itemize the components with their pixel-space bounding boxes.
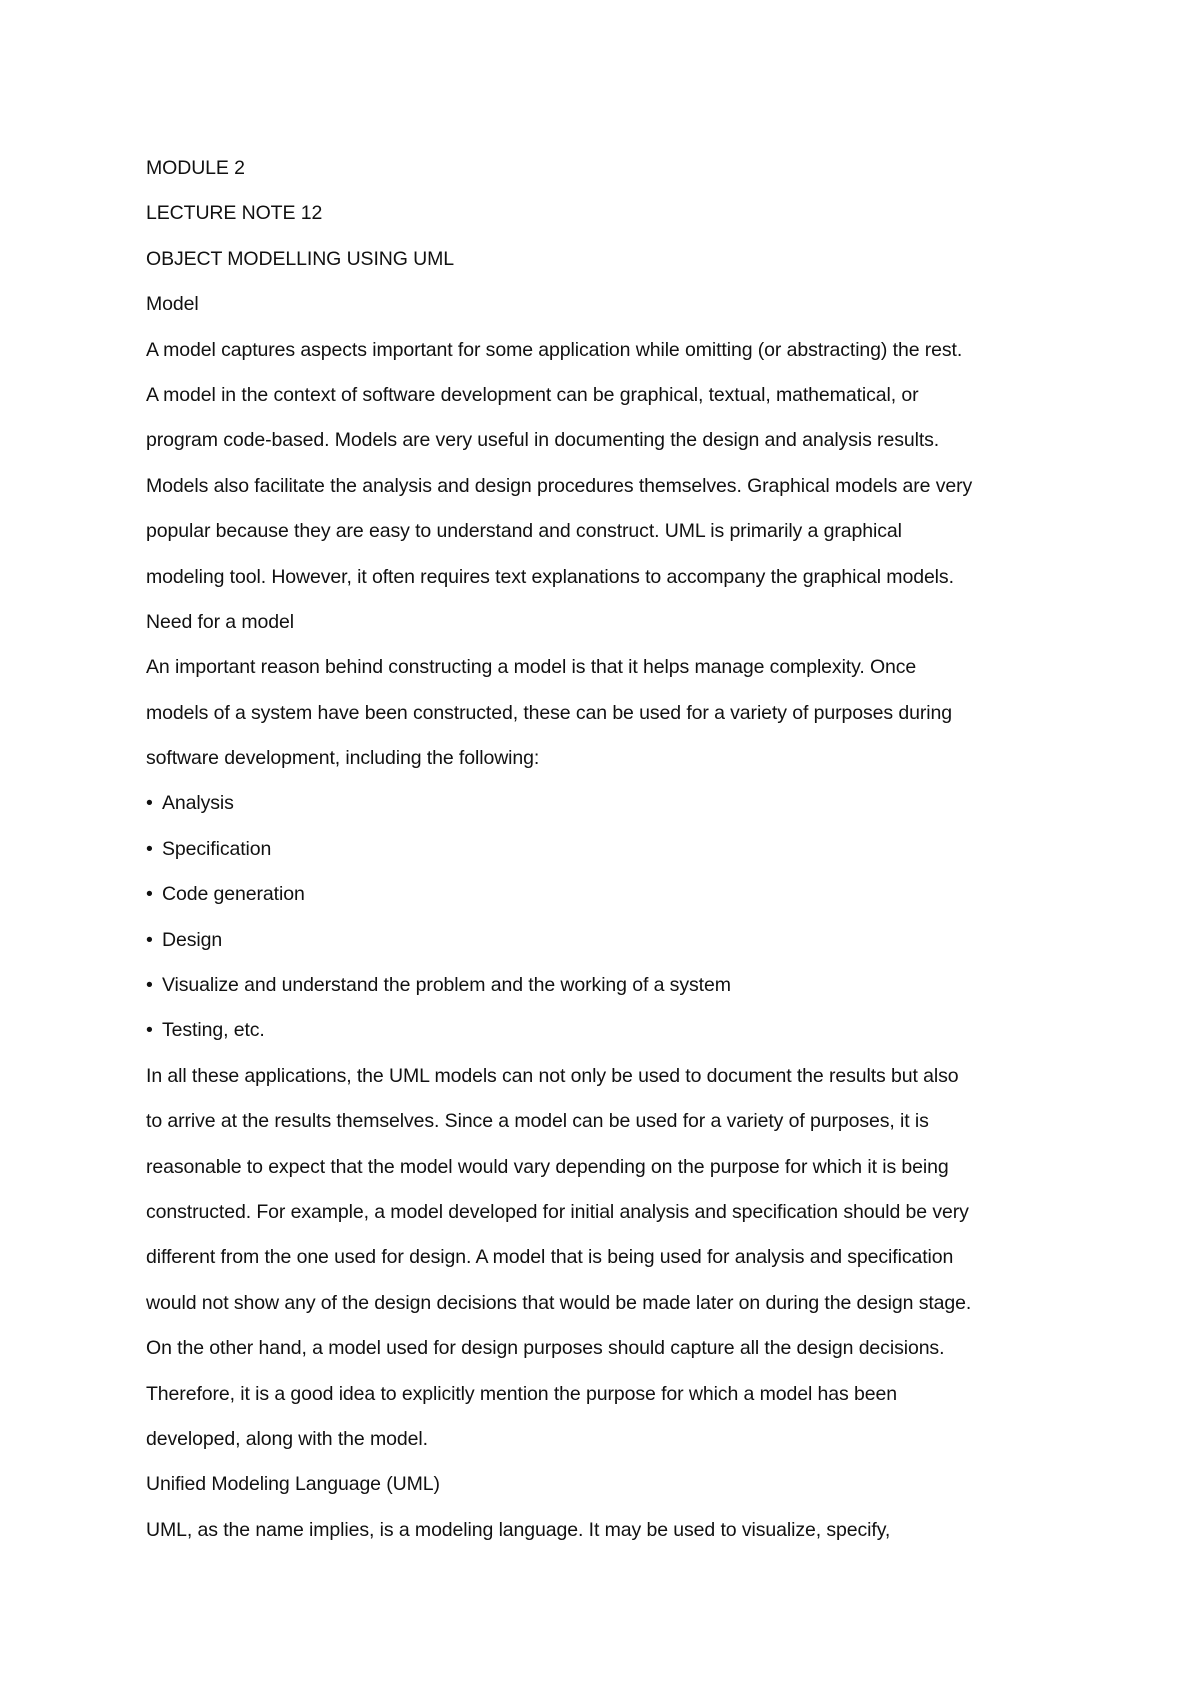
paragraph-line: In all these applications, the UML models can not only be used to document the results but also [146,1064,959,1087]
document-body [146,146,1046,1553]
paragraph-line: software development, including the following: [146,747,540,770]
bullet-item [146,1008,1046,1053]
bullet-text: Design [162,928,223,951]
paragraph-line: A model captures aspects important for some application while omitting (or abstracting) the rest. [146,338,963,361]
paragraph-line: program code-based. Models are very useful in documenting the design and analysis results. [146,429,940,452]
bullet-icon: • [146,883,153,906]
paragraph-line: popular because they are easy to understand and construct. UML is primarily a graphical [146,520,902,543]
topic-title: OBJECT MODELLING USING UML [146,247,455,270]
paragraph-line: different from the one used for design. A model that is being used for analysis and specification [146,1246,954,1269]
paragraph-line: modeling tool. However, it often requires text explanations to accompany the graphical models. [146,565,954,588]
section-heading-need: Need for a model [146,610,294,633]
bullet-icon: • [146,792,153,815]
bullet-item [146,872,1046,917]
bullet-text: Visualize and understand the problem and the working of a system [162,974,731,997]
paragraph-line: developed, along with the model. [146,1427,428,1450]
bullet-text: Code generation [162,883,305,906]
paragraph-line: An important reason behind constructing a model is that it helps manage complexity. Once [146,656,917,679]
section-heading-uml: Unified Modeling Language (UML) [146,1473,440,1496]
bullet-item [146,781,1046,826]
paragraph-line: On the other hand, a model used for design purposes should capture all the design decisions. [146,1337,945,1360]
paragraph-line: Therefore, it is a good idea to explicitly mention the purpose for which a model has been [146,1382,897,1405]
bullet-icon: • [146,1019,153,1042]
paragraph-line: would not show any of the design decisions that would be made later on during the design stage. [146,1291,972,1314]
bullet-item [146,827,1046,872]
bullet-icon: • [146,974,153,997]
bullet-text: Specification [162,837,272,860]
bullet-icon: • [146,928,153,951]
module-title: MODULE 2 [146,157,245,179]
lecture-title: LECTURE NOTE 12 [146,202,323,225]
bullet-text: Analysis [162,792,234,815]
paragraph-line: constructed. For example, a model developed for initial analysis and specification should be very [146,1200,969,1223]
bullet-icon: • [146,837,153,860]
paragraph-line: A model in the context of software development can be graphical, textual, mathematical, or [146,383,919,406]
paragraph-line: reasonable to expect that the model would vary depending on the purpose for which it is being [146,1155,949,1178]
paragraph-line: models of a system have been constructed, these can be used for a variety of purposes during [146,701,952,724]
paragraph-line: Models also facilitate the analysis and design procedures themselves. Graphical models are very [146,474,973,497]
section-heading-model: Model [146,293,199,316]
bullet-item [146,918,1046,963]
bullet-item [146,963,1046,1008]
paragraph-line: to arrive at the results themselves. Since a model can be used for a variety of purposes, it is [146,1110,929,1133]
bullet-text: Testing, etc. [162,1019,265,1042]
paragraph-line: UML, as the name implies, is a modeling language. It may be used to visualize, specify, [146,1518,891,1541]
